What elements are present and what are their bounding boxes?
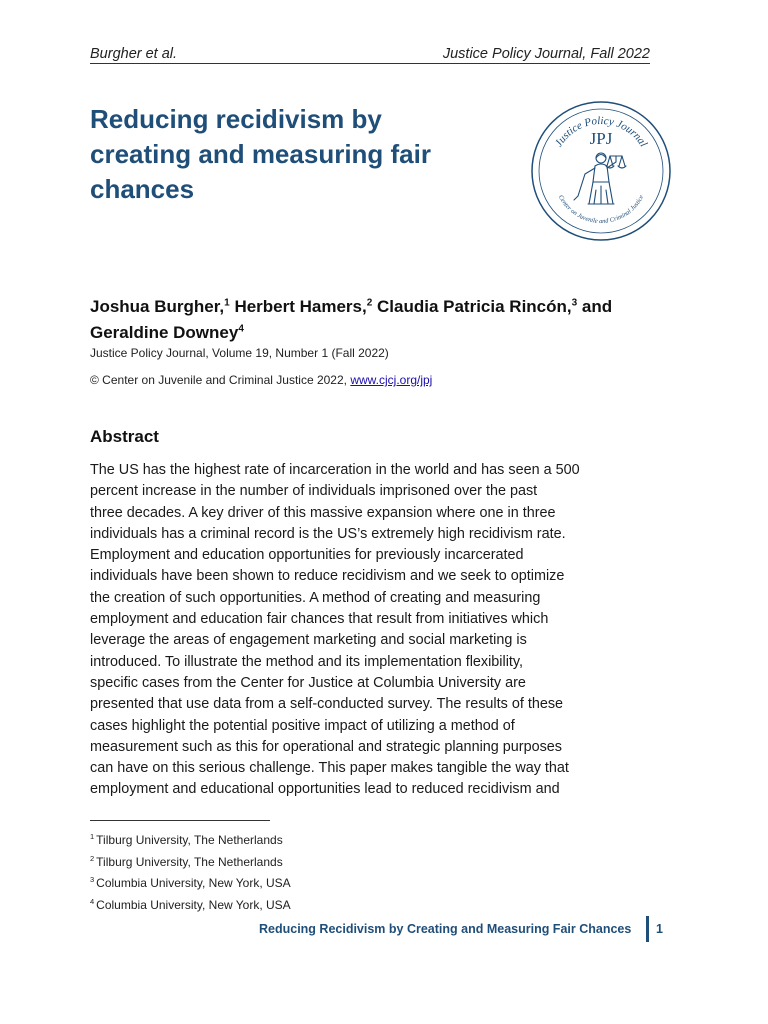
header-rule — [90, 63, 650, 64]
author-affiliation-mark: 4 — [238, 323, 244, 335]
abstract-line: presented that use data from a self-conducted survey. The results of these — [90, 696, 564, 713]
author-affiliation-mark: 3 — [571, 297, 578, 309]
footnote-number: 1 — [90, 832, 95, 841]
abstract-line: can have on this serious challenge. This paper makes tangible the way that — [90, 760, 569, 777]
page-number: 1 — [656, 922, 663, 936]
title-line: Reducing recidivism by — [90, 104, 382, 134]
author-name: Claudia Patricia Rincón, — [377, 297, 572, 316]
footer-title: Reducing Recidivism by Creating and Measuring Fair Chances — [259, 922, 632, 936]
header-authors: Burgher et al. — [90, 46, 178, 62]
footnote-item — [90, 893, 291, 915]
abstract-line: Employment and education opportunities for previously incarcerated — [90, 547, 524, 564]
footnote-text: Tilburg University, The Netherlands — [96, 833, 283, 847]
abstract-line: employment and education fair chances that result from initiatives which — [90, 611, 549, 628]
journal-citation: Justice Policy Journal, Volume 19, Number 1 (Fall 2022) — [90, 346, 389, 360]
footnote-number: 2 — [90, 853, 95, 863]
footnote-item — [90, 850, 291, 872]
author-affiliation-mark: 2 — [366, 297, 373, 309]
author-conjunction: and — [581, 297, 613, 316]
abstract-line: the creation of such opportunities. A method of creating and measuring — [90, 589, 541, 606]
abstract-heading: Abstract — [90, 427, 159, 446]
abstract-line: specific cases from the Center for Justice at Columbia University are — [90, 674, 526, 691]
footer-divider-bar — [646, 916, 649, 942]
footnote-text: Columbia University, New York, USA — [96, 897, 291, 912]
copyright-notice — [90, 373, 432, 387]
abstract-line: individuals have been shown to reduce recidivism and we seek to optimize — [90, 568, 565, 585]
abstract-line: three decades. A key driver of this massive expansion where one in three — [90, 504, 556, 521]
footnotes — [90, 828, 291, 914]
footnote-text: Tilburg University, The Netherlands — [96, 854, 283, 869]
author-name: Geraldine Downey — [90, 323, 239, 342]
footnote-text: Columbia University, New York, USA — [96, 876, 291, 890]
author-name: Joshua Burgher, — [90, 297, 225, 316]
abstract-body — [90, 460, 650, 801]
abstract-line: leverage the areas of engagement marketing and social marketing is — [90, 632, 527, 649]
footnote-item — [90, 828, 291, 850]
header-journal: Justice Policy Journal, Fall 2022 — [442, 46, 650, 62]
footnote-number: 4 — [90, 896, 95, 906]
journal-website-link[interactable]: www.cjcj.org/jpj — [350, 373, 433, 387]
journal-seal-logo — [530, 100, 672, 242]
abstract-line: employment and educational opportunities lead to reduced recidivism and — [90, 781, 560, 798]
seal-ring-text: Justice Policy Journal — [552, 114, 650, 150]
paper-title — [90, 102, 490, 207]
footnote-number: 3 — [90, 875, 95, 884]
seal-initials: JPJ — [589, 129, 613, 148]
title-line: creating and measuring fair — [90, 139, 431, 169]
abstract-line: individuals has a criminal record is the US’s extremely high recidivism rate. — [90, 525, 566, 542]
lady-justice-icon — [574, 153, 626, 204]
seal-bottom-text: Center on Juvenile and Criminal Justice — [556, 193, 646, 226]
author-name: Herbert Hamers, — [234, 297, 367, 316]
copyright-text: © Center on Juvenile and Criminal Justice 2022, — [90, 373, 347, 387]
abstract-line: percent increase in the number of individuals imprisoned over the past — [90, 483, 538, 500]
abstract-line: introduced. To illustrate the method and its implementation flexibility, — [90, 653, 524, 670]
footnote-item — [90, 871, 291, 893]
abstract-line: The US has the highest rate of incarceration in the world and has seen a 500 — [90, 462, 580, 478]
author-affiliation-mark: 1 — [224, 297, 230, 309]
page-footer — [259, 916, 664, 940]
title-line: chances — [90, 174, 195, 204]
abstract-line: cases highlight the potential positive impact of utilizing a method of — [90, 717, 515, 734]
footnote-divider — [90, 820, 270, 821]
running-header — [90, 46, 650, 66]
author-list — [90, 294, 670, 346]
abstract-line: measurement such as this for operational and strategic planning purposes — [90, 738, 562, 755]
